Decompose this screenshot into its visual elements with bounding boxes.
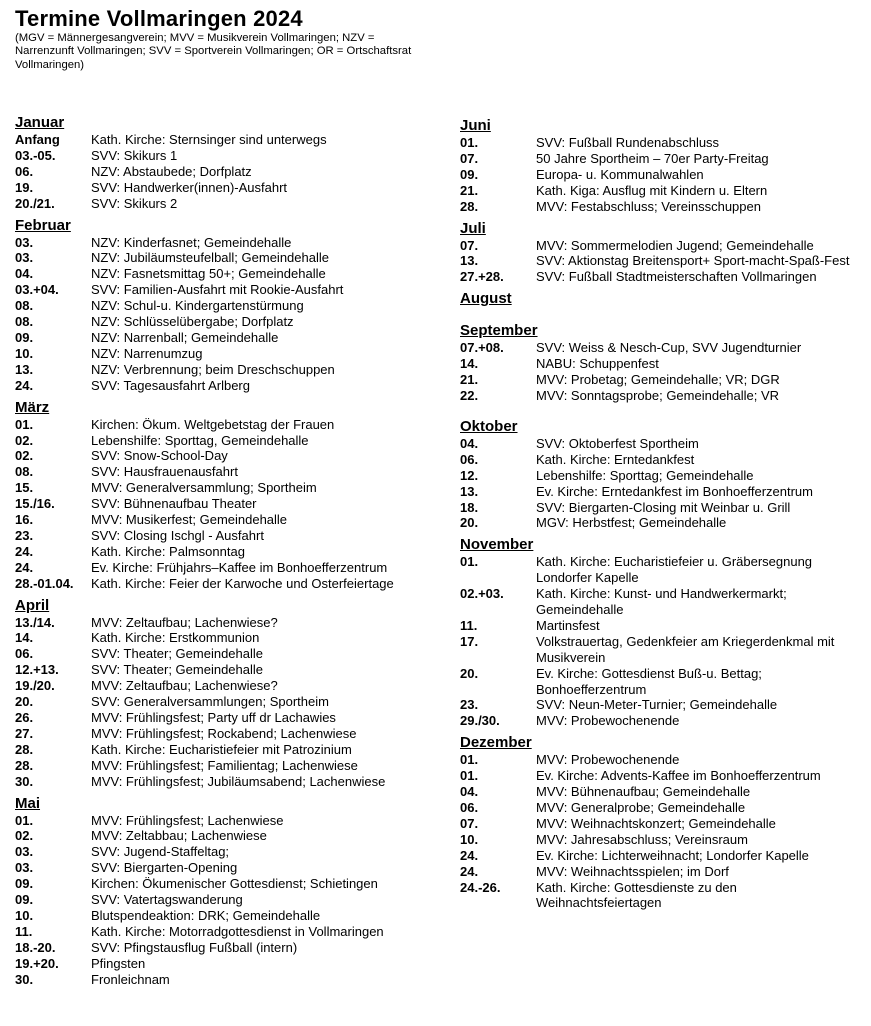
event-row: [460, 356, 860, 372]
event-description: SVV: Theater; Gemeindehalle: [91, 646, 263, 662]
event-row: [15, 560, 445, 576]
event-date: 28.-01.04.: [15, 575, 74, 591]
event-row: [15, 892, 445, 908]
event-date: 12.: [460, 467, 479, 483]
event-date: 06.: [460, 800, 479, 815]
event-date: 03.: [15, 250, 34, 266]
event-description: NZV: Narrenball; Gemeindehalle: [91, 329, 279, 345]
event-description: MVV: Weihnachtskonzert; Gemeindehalle: [536, 815, 776, 831]
event-date: 24.: [460, 847, 479, 863]
event-date: 01.: [15, 416, 34, 432]
event-description: MVV: Zeltabbau; Lachenwiese: [91, 828, 267, 844]
event-row: [460, 468, 860, 484]
event-date: 30.: [15, 773, 34, 789]
event-description: SVV: Weiss & Nesch-Cup, SVV Jugendturnier: [536, 340, 802, 356]
event-date: 01.: [460, 135, 479, 150]
event-date: 01.: [460, 768, 479, 784]
event-row: [460, 880, 860, 912]
event-row: [15, 758, 445, 774]
event-row: [15, 235, 445, 251]
event-row: [15, 940, 445, 956]
event-date: 01.: [460, 752, 479, 768]
month-section: [15, 114, 445, 212]
right-column: [460, 117, 860, 911]
event-date: 28.: [460, 198, 479, 214]
event-row: [15, 250, 445, 266]
event-row: [15, 362, 445, 378]
event-description: SVV: Hausfrauenausfahrt: [91, 464, 238, 480]
event-date: 20.: [460, 515, 479, 531]
event-description: SVV: Aktionstag Breitensport+ Sport-macht-Spaß-Fest: [536, 253, 850, 269]
event-date: 13.: [15, 361, 34, 377]
month-section: [15, 597, 445, 790]
event-row: [15, 266, 445, 282]
event-description: Kath. Kirche: Erstkommunion: [91, 630, 260, 646]
event-date: 15./16.: [15, 496, 55, 512]
month-heading: Juni: [460, 117, 491, 134]
month-heading: Februar: [15, 216, 71, 234]
event-description: SVV: Biergarten-Opening: [91, 860, 238, 876]
event-description: MVV: Musikerfest; Gemeindehalle: [91, 512, 288, 528]
event-date: 03.-05.: [15, 147, 56, 163]
event-row: [15, 132, 445, 148]
event-row: [15, 464, 445, 480]
event-date: 06.: [15, 646, 34, 662]
event-row: [15, 417, 445, 433]
event-date: 01.: [460, 554, 479, 570]
event-date: 07.: [460, 815, 479, 831]
event-date: 24.-26.: [460, 879, 501, 895]
event-date: 20.: [460, 665, 479, 681]
event-row: [460, 816, 860, 832]
event-description: SVV: Bühnenaufbau Theater: [91, 496, 257, 512]
event-date: 15.: [15, 480, 34, 496]
event-date: 04.: [15, 266, 34, 282]
event-row: [460, 618, 860, 634]
event-date: 09.: [15, 329, 34, 345]
event-row: [15, 282, 445, 298]
event-row: [15, 180, 445, 196]
event-description: SVV: Handwerker(innen)-Ausfahrt: [91, 179, 288, 195]
event-date: 08.: [15, 464, 34, 480]
event-row: [15, 694, 445, 710]
event-row: [15, 860, 445, 876]
event-date: 30.: [15, 971, 34, 987]
month-section: [460, 536, 860, 729]
event-date: 09.: [460, 166, 479, 182]
event-date: 07.+08.: [460, 340, 504, 356]
event-description: MVV: Probetag; Gemeindehalle; VR; DGR: [536, 372, 780, 388]
month-section: [15, 795, 445, 988]
event-description: MVV: Frühlingsfest; Rockabend; Lachenwiese: [91, 725, 357, 741]
event-description: MVV: Sommermelodien Jugend; Gemeindehalle: [536, 237, 814, 253]
event-row: [15, 298, 445, 314]
event-description: Kirchen: Ökum. Weltgebetstag der Frauen: [91, 416, 335, 432]
event-description: Europa- u. Kommunalwahlen: [536, 166, 704, 182]
event-description: Kath. Kirche: Eucharistiefeier mit Patrozinium: [91, 741, 352, 757]
event-date: 02.: [15, 828, 34, 844]
event-description: MVV: Generalversammlung; Sportheim: [91, 480, 317, 496]
month-section: [460, 734, 860, 911]
month-heading: März: [15, 398, 50, 416]
event-date: 09.: [15, 892, 34, 908]
event-description: MVV: Frühlingsfest; Jubiläumsabend; Lachenwiese: [91, 773, 386, 789]
event-row: [15, 678, 445, 694]
event-row: [15, 378, 445, 394]
event-description: NZV: Fasnetsmittag 50+; Gemeindehalle: [91, 266, 326, 282]
event-description: Ev. Kirche: Gottesdienst Buß-u. Bettag; Bonhoefferzentrum: [536, 665, 762, 697]
event-date: 28.: [15, 757, 34, 773]
event-description: MVV: Zeltaufbau; Lachenwiese?: [91, 678, 278, 694]
event-date: 22.: [460, 387, 479, 403]
event-row: [460, 436, 860, 452]
event-date: 03.+04.: [15, 282, 59, 298]
event-description: Kath. Kirche: Feier der Karwoche und Osterfeiertage: [91, 575, 394, 591]
event-row: [15, 615, 445, 631]
month-heading: September: [460, 322, 538, 340]
event-date: 24.: [15, 559, 34, 575]
event-row: [15, 448, 445, 464]
event-description: MVV: Probewochenende: [536, 752, 680, 768]
event-description: 50 Jahre Sportheim – 70er Party-Freitag: [536, 150, 769, 166]
event-row: [460, 832, 860, 848]
event-date: 19.: [15, 179, 34, 195]
event-date: 23.: [460, 697, 479, 713]
event-row: [460, 768, 860, 784]
event-description: MVV: Frühlingsfest; Familientag; Lachenwiese: [91, 757, 358, 773]
event-date: 16.: [15, 512, 34, 528]
event-row: [15, 544, 445, 560]
month-section: [460, 322, 860, 404]
event-row: [15, 148, 445, 164]
event-description: SVV: Pfingstausflug Fußball (intern): [91, 939, 298, 955]
event-row: [460, 151, 860, 167]
event-date: 28.: [15, 741, 34, 757]
event-row: [15, 480, 445, 496]
event-row: [460, 135, 860, 151]
event-date: 13.: [460, 253, 479, 269]
event-date: 13./14.: [15, 614, 55, 630]
event-row: [15, 164, 445, 180]
event-description: NZV: Narrenumzug: [91, 345, 203, 361]
month-heading: Mai: [15, 794, 41, 812]
event-description: MVV: Sonntagsprobe; Gemeindehalle; VR: [536, 387, 780, 403]
month-section: [15, 217, 445, 394]
event-row: [15, 844, 445, 860]
event-description: Blutspendeaktion: DRK; Gemeindehalle: [91, 907, 321, 923]
event-date: 04.: [460, 435, 479, 451]
event-row: [15, 876, 445, 892]
event-description: NZV: Schlüsselübergabe; Dorfplatz: [91, 314, 294, 330]
event-row: [460, 848, 860, 864]
event-description: SVV: Closing Ischgl - Ausfahrt: [91, 527, 264, 543]
event-description: MVV: Bühnenaufbau; Gemeindehalle: [536, 784, 751, 800]
event-row: [460, 183, 860, 199]
event-description: SVV: Fußball Rundenabschluss: [536, 135, 720, 150]
event-row: [460, 269, 860, 285]
event-date: 10.: [15, 907, 34, 923]
month-heading: November: [460, 536, 534, 554]
event-row: [460, 238, 860, 254]
event-date: 03.: [15, 844, 34, 860]
event-row: [15, 908, 445, 924]
month-section: [460, 290, 860, 308]
event-date: 14.: [15, 630, 34, 646]
event-description: NZV: Verbrennung; beim Dreschschuppen: [91, 361, 335, 377]
event-description: NZV: Abstaubede; Dorfplatz: [91, 163, 252, 179]
event-description: MVV: Jahresabschluss; Vereinsraum: [536, 831, 748, 847]
event-date: 24.: [15, 543, 34, 559]
month-section: [460, 117, 860, 215]
event-date: 13.: [460, 483, 479, 499]
event-date: 07.: [460, 237, 479, 253]
event-date: 08.: [15, 314, 34, 330]
event-date: 11.: [15, 923, 33, 939]
event-row: [15, 346, 445, 362]
event-description: SVV: Oktoberfest Sportheim: [536, 435, 699, 451]
event-row: [15, 528, 445, 544]
event-description: Ev. Kirche: Lichterweihnacht; Londorfer Kapelle: [536, 847, 809, 863]
event-date: 27.+28.: [460, 269, 504, 285]
month-heading: August: [460, 290, 512, 308]
event-row: [15, 433, 445, 449]
event-row: [15, 330, 445, 346]
event-row: [15, 742, 445, 758]
event-row: [460, 452, 860, 468]
event-description: MVV: Generalprobe; Gemeindehalle: [536, 800, 746, 815]
event-date: Anfang: [15, 132, 60, 147]
event-row: [460, 253, 860, 269]
event-description: Ev. Kirche: Advents-Kaffee im Bonhoefferzentrum: [536, 768, 821, 784]
event-date: 27.: [15, 725, 34, 741]
event-description: SVV: Tagesausfahrt Arlberg: [91, 377, 250, 393]
event-description: Martinsfest: [536, 617, 600, 633]
event-date: 19./20.: [15, 678, 55, 694]
event-row: [460, 484, 860, 500]
event-date: 10.: [15, 345, 34, 361]
event-date: 07.: [460, 150, 479, 166]
event-row: [460, 167, 860, 183]
event-description: SVV: Vatertagswanderung: [91, 892, 243, 908]
event-row: [15, 630, 445, 646]
event-date: 02.: [15, 432, 34, 448]
event-row: [15, 662, 445, 678]
event-row: [460, 666, 860, 698]
month-heading: Januar: [15, 114, 65, 131]
event-description: Volkstrauertag, Gedenkfeier am Kriegerdenkmal mit Musikverein: [536, 633, 835, 665]
event-description: SVV: Skikurs 1: [91, 147, 178, 163]
event-description: Lebenshilfe: Sporttag; Gemeindehalle: [536, 467, 754, 483]
event-description: MVV: Frühlingsfest; Party uff dr Lachawies: [91, 710, 336, 725]
event-row: [460, 713, 860, 729]
event-description: NZV: Jubiläumsteufelball; Gemeindehalle: [91, 250, 329, 266]
event-row: [15, 512, 445, 528]
event-date: 23.: [15, 527, 34, 543]
event-row: [15, 924, 445, 940]
event-description: SVV: Biergarten-Closing mit Weinbar u. Grill: [536, 499, 791, 515]
event-date: 21.: [460, 182, 479, 198]
event-date: 18.: [460, 499, 479, 515]
page-title: Termine Vollmaringen 2024: [15, 6, 303, 31]
event-description: MVV: Zeltaufbau; Lachenwiese?: [91, 614, 278, 630]
event-description: MVV: Probewochenende: [536, 713, 680, 729]
event-row: [460, 199, 860, 215]
event-row: [460, 554, 860, 586]
event-date: 10.: [460, 831, 479, 847]
event-row: [460, 500, 860, 516]
event-description: Kath. Kirche: Kunst- und Handwerkermarkt; Gemeindehalle: [536, 586, 787, 618]
event-description: SVV: Jugend-Staffeltag;: [91, 844, 230, 860]
event-description: NABU: Schuppenfest: [536, 356, 659, 372]
event-row: [15, 196, 445, 212]
event-row: [15, 956, 445, 972]
event-row: [460, 340, 860, 356]
event-description: Kath. Kirche: Erntedankfest: [536, 451, 695, 467]
event-description: Kath. Kirche: Motorradgottesdienst in Vollmaringen: [91, 923, 384, 939]
event-date: 01.: [15, 812, 34, 828]
event-description: NZV: Kinderfasnet; Gemeindehalle: [91, 234, 292, 250]
event-description: Kath. Kirche: Sternsinger sind unterwegs: [91, 132, 327, 147]
event-description: Kath. Kiga: Ausflug mit Kindern u. Eltern: [536, 182, 768, 198]
event-row: [15, 972, 445, 988]
event-row: [460, 864, 860, 880]
event-row: [460, 752, 860, 768]
event-description: SVV: Generalversammlungen; Sportheim: [91, 694, 329, 710]
event-row: [460, 697, 860, 713]
event-description: SVV: Fußball Stadtmeisterschaften Vollmaringen: [536, 269, 817, 285]
month-heading: Oktober: [460, 417, 518, 435]
event-row: [15, 726, 445, 742]
event-description: MVV: Weihnachtsspielen; im Dorf: [536, 863, 729, 879]
event-date: 03.: [15, 234, 34, 250]
event-row: [15, 646, 445, 662]
abbreviation-legend: (MGV = Männergesangverein; MVV = Musikverein Vollmaringen; NZV = Narrenzunft Vollmaringen; SVV = Sportverein Vollmaringen; OR = Ortschaftsrat Vollmaringen): [15, 32, 412, 71]
event-date: 04.: [460, 784, 479, 800]
event-date: 18.-20.: [15, 939, 56, 955]
event-description: Kath. Kirche: Eucharistiefeier u. Gräbersegnung Londorfer Kapelle: [536, 554, 813, 586]
event-description: Lebenshilfe: Sporttag, Gemeindehalle: [91, 432, 309, 448]
event-row: [460, 634, 860, 666]
event-date: 03.: [15, 860, 34, 876]
event-date: 02.+03.: [460, 586, 504, 602]
event-row: [15, 828, 445, 844]
event-row: [15, 813, 445, 829]
event-row: [460, 515, 860, 531]
event-date: 02.: [15, 448, 34, 464]
event-date: 11.: [460, 617, 478, 633]
event-row: [15, 774, 445, 790]
month-heading: Dezember: [460, 734, 532, 752]
event-date: 20.: [15, 694, 34, 710]
event-row: [15, 576, 445, 592]
event-row: [15, 496, 445, 512]
event-date: 14.: [460, 356, 479, 372]
event-description: SVV: Snow-School-Day: [91, 448, 228, 464]
event-row: [460, 800, 860, 816]
event-row: [460, 372, 860, 388]
event-row: [15, 314, 445, 330]
month-section: [460, 418, 860, 531]
event-description: Kirchen: Ökumenischer Gottesdienst; Schietingen: [91, 876, 378, 892]
event-date: 24.: [460, 863, 479, 879]
event-date: 20./21.: [15, 195, 55, 211]
event-description: Kath. Kirche: Gottesdienste zu den Weihnachtsfeiertagen: [536, 879, 737, 911]
month-heading: April: [15, 596, 50, 614]
event-description: NZV: Schul-u. Kindergartenstürmung: [91, 298, 304, 314]
event-date: 08.: [15, 298, 34, 314]
event-date: 17.: [460, 633, 479, 649]
event-date: 21.: [460, 372, 479, 388]
event-description: SVV: Theater; Gemeindehalle: [91, 662, 263, 678]
left-column: [15, 114, 445, 988]
event-description: Pfingsten: [91, 955, 146, 971]
event-row: [460, 586, 860, 618]
event-description: MVV: Frühlingsfest; Lachenwiese: [91, 812, 284, 828]
event-description: Ev. Kirche: Erntedankfest im Bonhoefferzentrum: [536, 483, 813, 499]
month-section: [15, 399, 445, 592]
event-date: 26.: [15, 710, 34, 725]
event-date: 06.: [460, 451, 479, 467]
month-section: [460, 220, 860, 286]
event-row: [15, 710, 445, 726]
event-description: Kath. Kirche: Palmsonntag: [91, 543, 245, 559]
event-description: SVV: Familien-Ausfahrt mit Rookie-Ausfahrt: [91, 282, 344, 298]
month-heading: Juli: [460, 219, 486, 237]
event-date: 12.+13.: [15, 662, 59, 678]
event-date: 29./30.: [460, 713, 500, 729]
event-description: MGV: Herbstfest; Gemeindehalle: [536, 515, 727, 531]
event-date: 09.: [15, 876, 34, 892]
event-description: SVV: Skikurs 2: [91, 195, 178, 211]
event-description: MVV: Festabschluss; Vereinsschuppen: [536, 198, 761, 214]
event-date: 24.: [15, 377, 34, 393]
event-description: SVV: Neun-Meter-Turnier; Gemeindehalle: [536, 697, 778, 713]
event-date: 06.: [15, 163, 34, 179]
event-description: Ev. Kirche: Frühjahrs–Kaffee im Bonhoefferzentrum: [91, 559, 388, 575]
event-row: [460, 784, 860, 800]
event-description: Fronleichnam: [91, 971, 170, 987]
event-row: [460, 388, 860, 404]
event-date: 19.+20.: [15, 955, 59, 971]
